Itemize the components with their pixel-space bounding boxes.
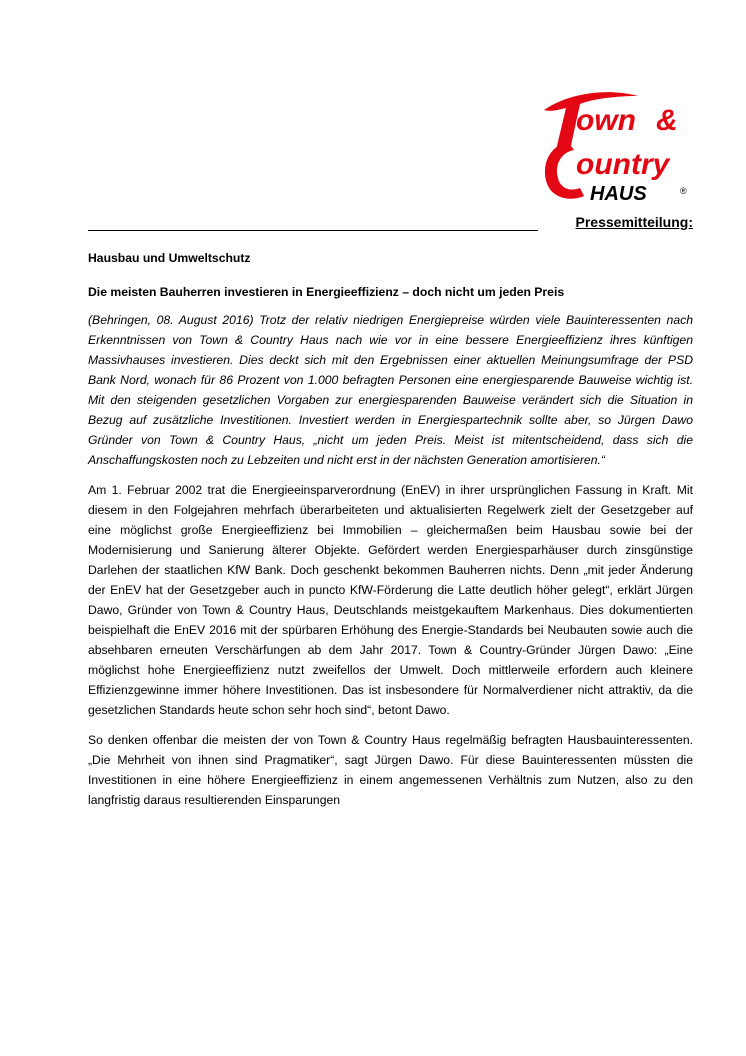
article-headline: Die meisten Bauherren investieren in Energieeffizienz – doch nicht um jeden Preis <box>88 285 565 299</box>
article-lead: (Behringen, 08. August 2016) Trotz der relativ niedrigen Energiepreise würden viele Bauinteressenten nach Erkenntnissen von Town & Country Haus nach wie vor in eine bessere Energieeffizienz ihres künftigen Massivhauses investieren. Dies deckt sich mit den Ergebnissen einer aktuellen Meinungsumfrage der PSD Bank Nord, wonach für 86 Prozent von 1.000 befragten Personen eine energiesparende Bauweise wichtig ist. Mit den steigenden gesetzlichen Vorgaben zur energiesparenden Bauweise verändert sich die Situation in Bezug auf zusätzliche Investitionen. Investiert werden in Energiespartechnik sollte aber, so Jürgen Dawo Gründer von Town & Country Haus, „nicht um jeden Preis. Meist ist mitentscheidend, dass sich die Anschaffungskosten noch zu Lebzeiten und nicht erst in der nächsten Generation amortisieren.“ <box>88 313 693 467</box>
article-paragraph-1: Am 1. Februar 2002 trat die Energieeinsparverordnung (EnEV) in ihrer ursprünglichen Fassung in Kraft. Mit diesem in den Folgejahren mehrfach überarbeiteten und aktualisierten Regelwerk zielt der Gesetzgeber auf eine möglichst große Energieeffizienz bei Immobilien – gleichermaßen beim Hausbau sowie bei der Modernisierung und Sanierung älterer Objekte. Gefördert werden Energiesparhäuser durch zinsgünstige Darlehen der staatlichen KfW Bank. Doch geschenkt bekommen Bauherren nichts. Denn „mit jeder Änderung der EnEV hat der Gesetzgeber auch in puncto KfW-Förderung die Latte deutlich höher gelegt“, erklärt Jürgen Dawo, Gründer von Town & Country Haus, Deutschlands meistgekauftem Markenhaus. Dies dokumentierten beispielhaft die EnEV 2016 mit der spürbaren Erhöhung des Energie-Standards bei Neubauten sowie auch die absehbaren erneuten Verschärfungen ab dem Jahr 2017. Town & Country-Gründer Jürgen Dawo: „Eine möglichst hohe Energieeffizienz nutzt zweifellos der Umwelt. Doch mittlerweile erfordern auch kleinere Effizienzgewinne immer höhere Investitionen. Das ist insbesondere für Normalverdiener nicht attraktiv, da die gesetzlichen Standards heute schon sehr hoch sind“, betont Dawo. <box>88 483 693 717</box>
press-release-label: Pressemitteilung: <box>575 214 693 230</box>
town-country-haus-logo <box>540 90 700 208</box>
article-subheading: Hausbau und Umweltschutz <box>88 251 251 265</box>
logo-registered-mark: ® <box>680 186 687 196</box>
article-paragraph-2: So denken offenbar die meisten der von Town & Country Haus regelmäßig befragten Hausbauinteressenten. „Die Mehrheit von ihnen sind Pragmatiker“, sagt Jürgen Dawo. Für diese Bauinteressenten müssten die Investitionen in eine höhere Energieeffizienz in einem angemessenen Verhältnis zum Nutzen, also zu den langfristig daraus resultierenden Einsparungen <box>88 733 693 807</box>
logo-line1: own <box>576 104 636 137</box>
header-rule <box>88 230 538 231</box>
article-body <box>88 248 693 820</box>
logo-ampersand: & <box>656 104 678 137</box>
logo-line2: ountry <box>576 148 670 181</box>
logo-line3: HAUS <box>590 183 647 205</box>
